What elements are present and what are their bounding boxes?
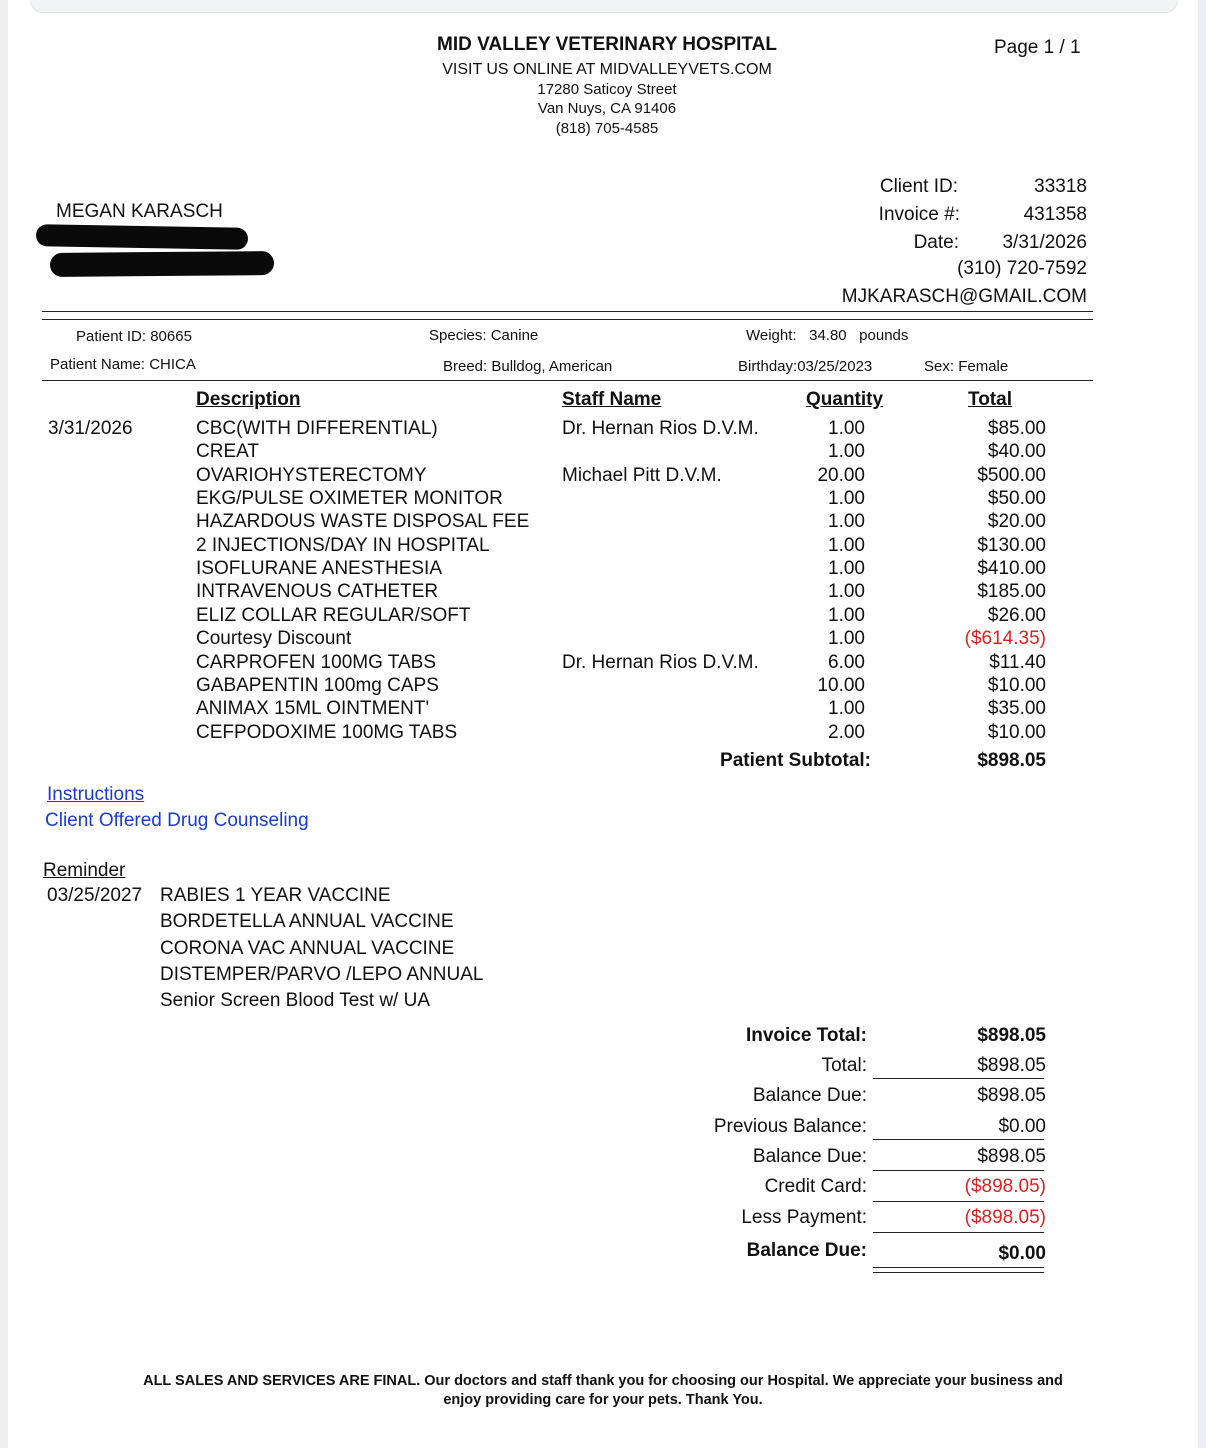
column-header-quantity: Quantity [806,389,884,410]
line-item-staff: Dr. Hernan Rios D.V.M. [562,652,759,673]
patient-weight: Weight: 34.80 pounds [746,327,909,344]
client-phone: (310) 720-7592 [957,258,1087,279]
patient-sex: Sex: Female [924,358,1009,375]
column-header-staff: Staff Name [562,389,662,410]
invoice-number-label: Invoice #: [878,204,960,225]
line-item-total: $410.00 [977,558,1046,579]
line-item-total: $85.00 [987,418,1046,439]
line-item-staff: Michael Pitt D.V.M. [562,465,722,486]
line-item-quantity: 1.00 [828,698,865,719]
column-header-total: Total [968,389,1012,410]
totals-rule [873,1201,1044,1202]
totals-label: Balance Due: [746,1240,867,1261]
line-item-description: CARPROFEN 100MG TABS [196,652,437,673]
line-item-total: $185.00 [977,581,1046,602]
line-item-description: HAZARDOUS WASTE DISPOSAL FEE [196,511,530,532]
line-item-quantity: 1.00 [828,511,865,532]
line-item-description: ANIMAX 15ML OINTMENT' [196,698,430,719]
line-item-quantity: 1.00 [828,558,865,579]
totals-rule [873,1139,1044,1140]
hospital-city: Van Nuys, CA 91406 [537,100,677,117]
patient-subtotal-label: Patient Subtotal: [720,750,871,771]
reminder-item: BORDETELLA ANNUAL VACCINE [160,911,454,932]
line-item-total: $500.00 [977,465,1046,486]
totals-label: Invoice Total: [745,1025,867,1046]
hospital-website: VISIT US ONLINE AT MIDVALLEYVETS.COM [442,61,772,78]
line-item-description: EKG/PULSE OXIMETER MONITOR [196,488,503,509]
line-item-description: CBC(WITH DIFFERENTIAL) [196,418,438,439]
totals-value: $0.00 [998,1116,1046,1137]
reminder-item: RABIES 1 YEAR VACCINE [160,885,391,906]
line-item-description: OVARIOHYSTERECTOMY [196,465,427,486]
patient-id: Patient ID: 80665 [76,328,192,345]
redaction-mark [50,251,274,277]
totals-value: $898.05 [977,1055,1046,1076]
totals-label: Credit Card: [764,1176,867,1197]
line-item-total: $40.00 [987,441,1046,462]
line-item-total: $26.00 [987,605,1046,626]
window-top-edge [30,0,1178,13]
divider [42,380,1093,381]
reminder-item: CORONA VAC ANNUAL VACCINE [160,938,455,959]
line-item-quantity: 1.00 [828,628,865,649]
client-id-value: 33318 [1034,176,1087,197]
patient-subtotal-value: $898.05 [977,750,1046,771]
line-item-description: CEFPODOXIME 100MG TABS [196,722,458,743]
line-item-total: $10.00 [987,675,1046,696]
divider [42,311,1093,312]
reminder-label: Reminder [43,860,126,881]
totals-value: $898.05 [977,1146,1046,1167]
drug-counseling-link[interactable]: Client Offered Drug Counseling [45,810,309,831]
line-item-quantity: 1.00 [828,535,865,556]
line-items-date: 3/31/2026 [48,418,133,439]
instructions-link[interactable]: Instructions [47,784,145,805]
line-item-total: $20.00 [987,511,1046,532]
line-item-total: $35.00 [987,698,1046,719]
hospital-street: 17280 Saticoy Street [537,81,677,98]
totals-double-rule [873,1267,1044,1268]
line-item-quantity: 6.00 [828,652,865,673]
client-id-label: Client ID: [879,176,958,197]
patient-birthday: Birthday:03/25/2023 [738,358,873,375]
line-item-quantity: 20.00 [817,465,865,486]
line-item-description: ELIZ COLLAR REGULAR/SOFT [196,605,471,626]
line-item-total: $50.00 [987,488,1046,509]
invoice-date-value: 3/31/2026 [1002,232,1087,253]
line-item-quantity: 1.00 [828,488,865,509]
footer-line-2: enjoy providing care for your pets. Thank You. [443,1392,763,1408]
totals-value: ($898.05) [964,1176,1046,1197]
reminder-item: DISTEMPER/PARVO /LEPO ANNUAL [160,964,484,985]
totals-label: Total: [821,1055,867,1076]
footer-line-1: ALL SALES AND SERVICES ARE FINAL. Our doctors and staff thank you for choosing our Hospital. We appreciate your business and [143,1373,1063,1389]
invoice-number-value: 431358 [1023,204,1087,225]
line-item-quantity: 1.00 [828,581,865,602]
totals-label: Less Payment: [741,1207,867,1228]
totals-rule [873,1170,1044,1171]
redaction-mark [36,224,248,250]
totals-double-rule [873,1272,1044,1273]
hospital-name: MID VALLEY VETERINARY HOSPITAL [437,34,777,55]
line-item-quantity: 1.00 [828,418,865,439]
totals-label: Balance Due: [752,1146,867,1167]
totals-label: Balance Due: [752,1085,867,1106]
patient-name: Patient Name: CHICA [50,356,196,373]
hospital-phone: (818) 705-4585 [555,120,659,137]
line-item-description: INTRAVENOUS CATHETER [196,581,439,602]
line-item-quantity: 1.00 [828,441,865,462]
line-item-description: Courtesy Discount [196,628,352,649]
totals-value: $898.05 [977,1025,1046,1046]
line-item-description: 2 INJECTIONS/DAY IN HOSPITAL [196,535,490,556]
line-item-description: GABAPENTIN 100mg CAPS [196,675,439,696]
line-item-quantity: 10.00 [817,675,865,696]
reminder-date: 03/25/2027 [47,885,143,906]
line-item-description: ISOFLURANE ANESTHESIA [196,558,443,579]
totals-rule [873,1232,1044,1233]
totals-rule [873,1078,1044,1079]
client-email: MJKARASCH@GMAIL.COM [841,286,1087,307]
line-item-total: ($614.35) [964,628,1046,649]
page-number: Page 1 / 1 [994,37,1081,58]
line-item-quantity: 1.00 [828,605,865,626]
line-item-staff: Dr. Hernan Rios D.V.M. [562,418,759,439]
totals-value: ($898.05) [964,1207,1046,1228]
reminder-item: Senior Screen Blood Test w/ UA [160,990,431,1011]
client-name: MEGAN KARASCH [56,201,223,222]
totals-value: $0.00 [998,1243,1046,1264]
column-header-description: Description [196,389,301,410]
line-item-total: $130.00 [977,535,1046,556]
line-item-total: $10.00 [987,722,1046,743]
patient-species: Species: Canine [429,327,539,344]
totals-value: $898.05 [977,1085,1046,1106]
line-item-description: CREAT [196,441,259,462]
line-item-quantity: 2.00 [828,722,865,743]
totals-label: Previous Balance: [713,1116,867,1137]
patient-breed: Breed: Bulldog, American [443,358,613,375]
line-item-total: $11.40 [989,652,1046,673]
divider [42,319,1093,320]
invoice-date-label: Date: [913,232,959,253]
